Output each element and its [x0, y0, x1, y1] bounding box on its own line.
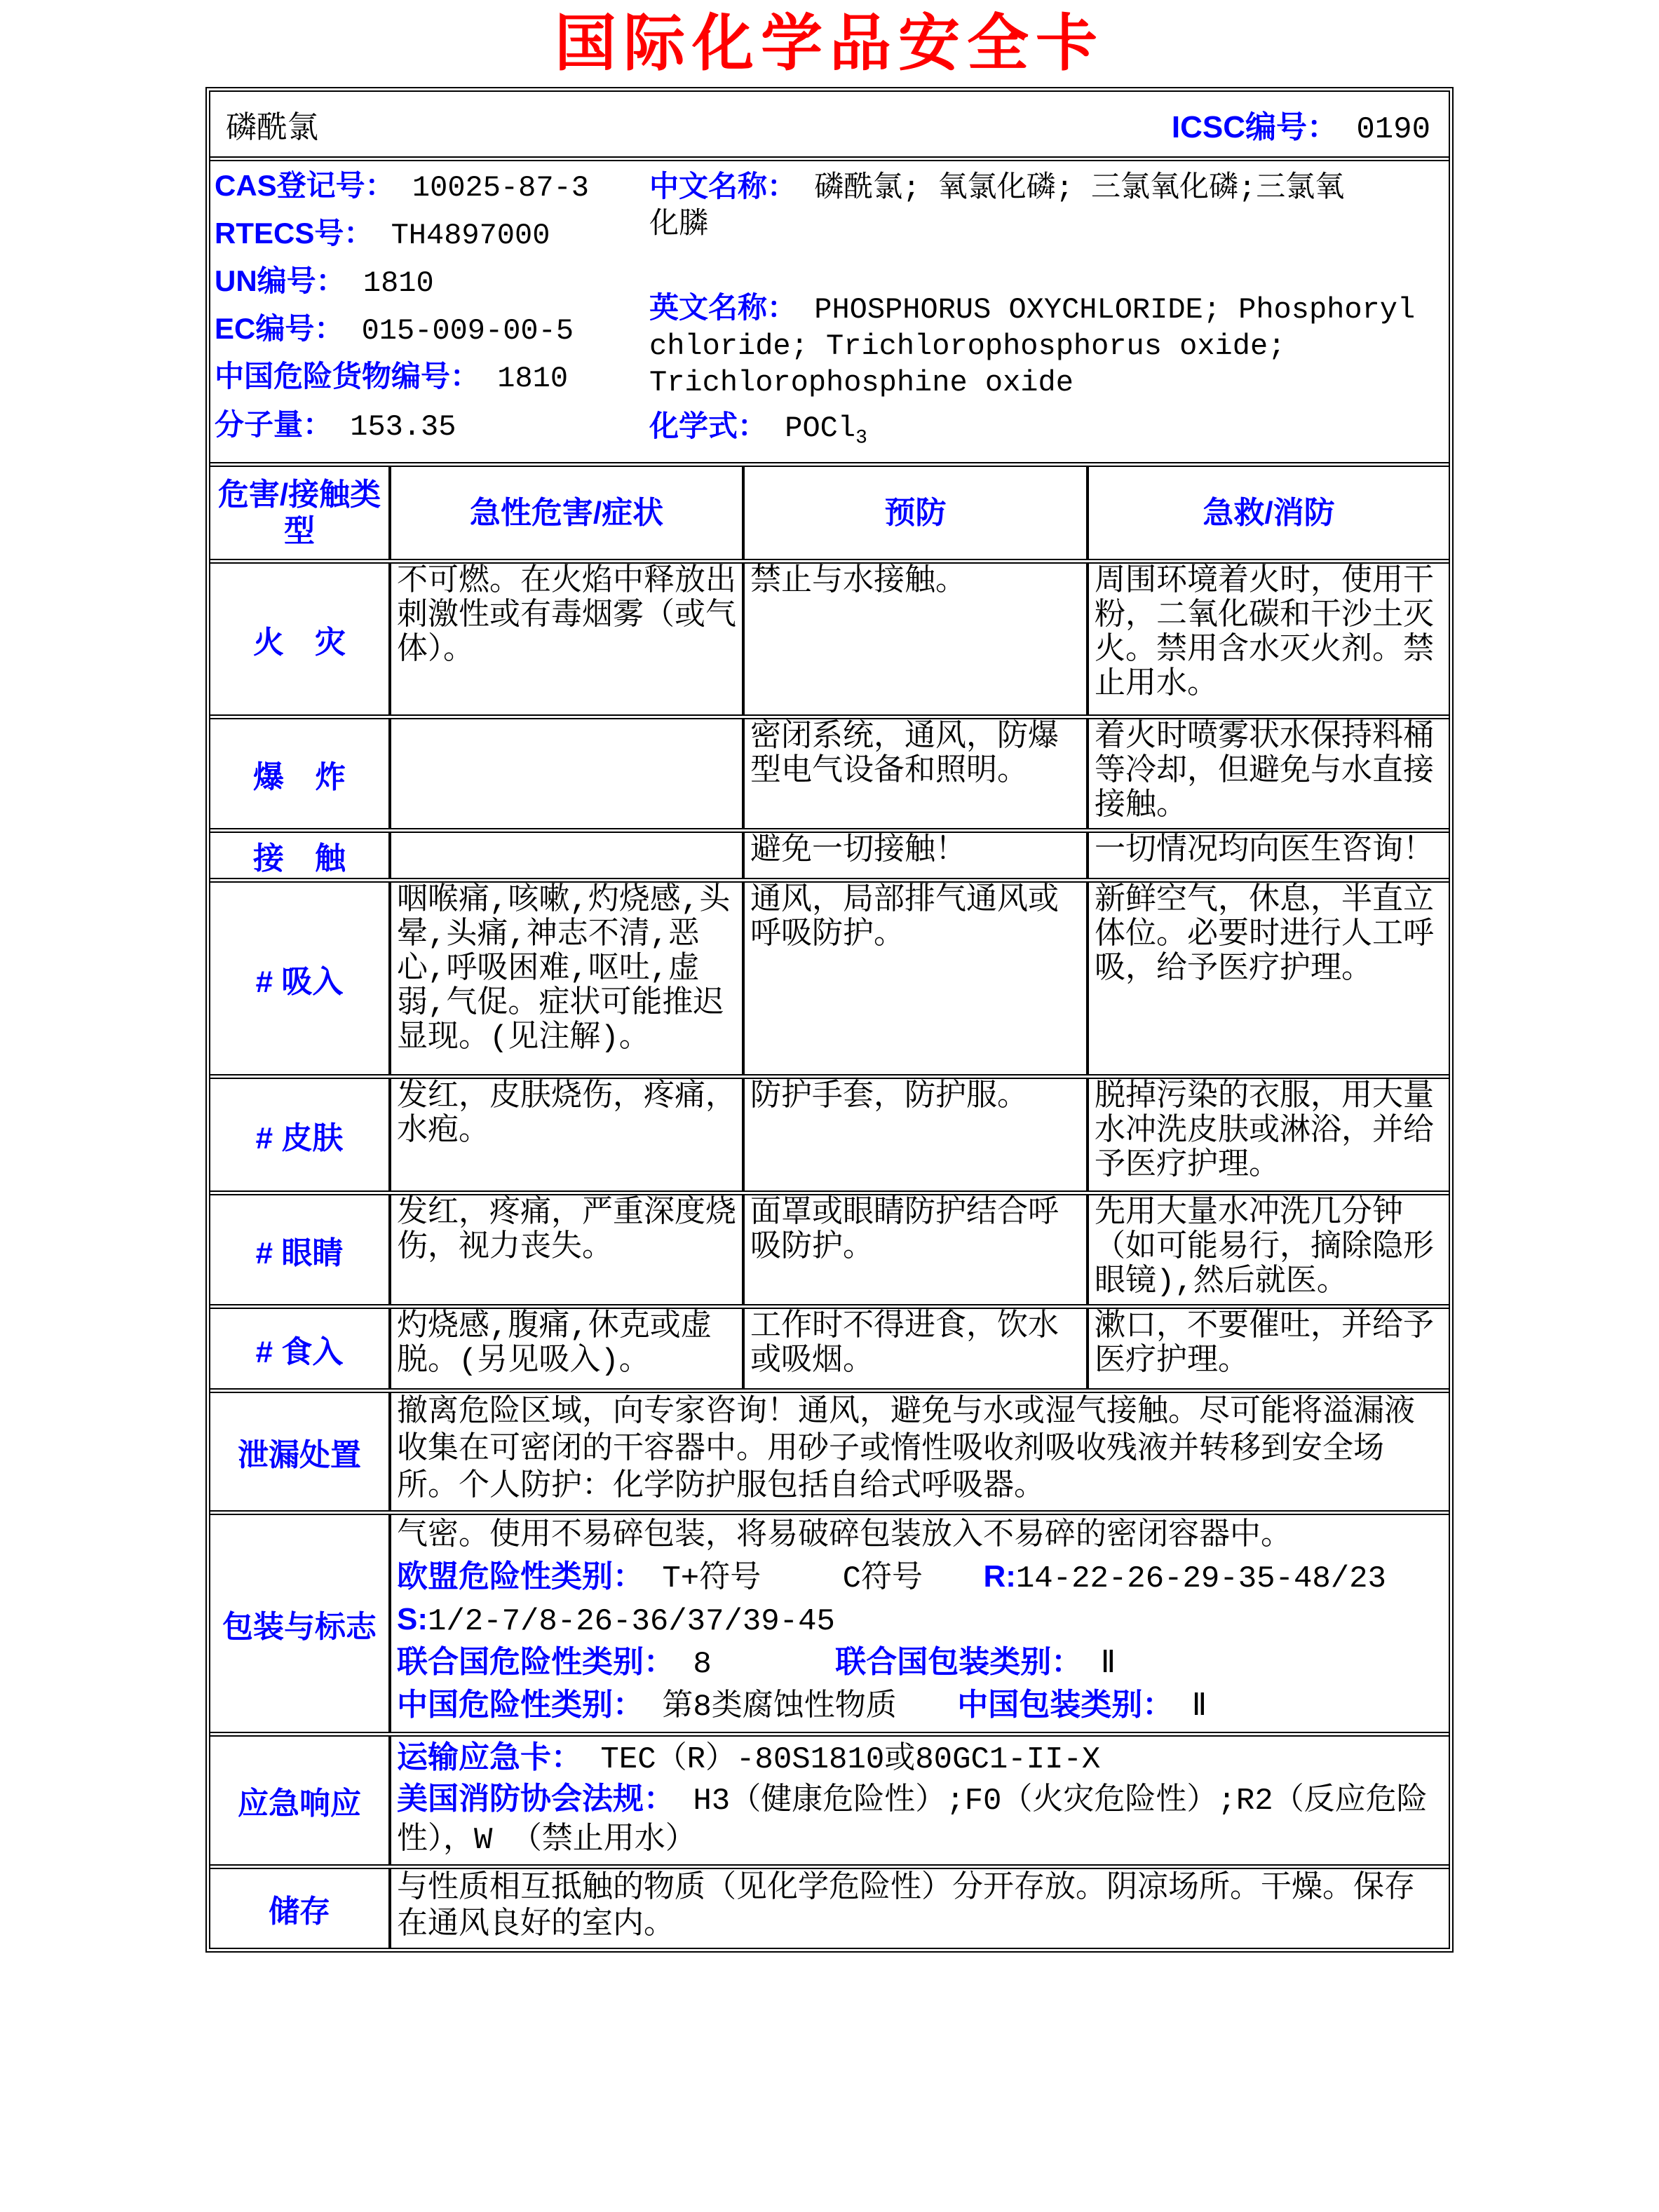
nfpa-label: 美国消防协会法规： — [397, 1782, 675, 1817]
cas-value: 10025-87-3 — [412, 171, 589, 205]
icsc-label: ICSC编号： — [1171, 109, 1338, 144]
hazard-row-explosion — [210, 714, 1449, 828]
contact-prevention-cell: 避免一切接触！ — [742, 833, 1086, 878]
row-label-explosion: 爆 炸 — [253, 759, 346, 794]
ec-line — [215, 311, 649, 348]
inhalation-prevention-cell: 通风，局部排气通风或呼吸防护。 — [742, 883, 1086, 1074]
hazard-row-ingestion — [210, 1304, 1449, 1388]
cn-pack-value: Ⅱ — [1191, 1690, 1207, 1725]
cas-label: CAS登记号： — [215, 169, 395, 202]
substance-header-row — [210, 92, 1449, 156]
storage-row — [210, 1864, 1449, 1948]
ingestion-response-cell: 漱口，不要催吐，并给予医疗护理。 — [1086, 1309, 1449, 1388]
rtecs-value: TH4897000 — [391, 219, 550, 252]
packaging-line-s — [397, 1599, 1444, 1642]
inhalation-symptom-cell: 咽喉痛,咳嗽,灼烧感,头晕,头痛,神志不清,恶心,呼吸困难,呕吐,虚弱,气促。症状可能推迟显现。(见注解)。 — [388, 883, 742, 1074]
china-dg-line — [215, 359, 649, 396]
un-class-label: 联合国危险性类别： — [397, 1645, 675, 1680]
row-label-eyes: # 眼睛 — [255, 1235, 344, 1270]
un-pack-value: Ⅱ — [1100, 1647, 1116, 1683]
formula-subscript: 3 — [855, 427, 867, 449]
molecular-weight-line — [215, 407, 649, 445]
page-title: 国际化学品安全卡 — [554, 11, 1104, 79]
formula-line — [649, 408, 1449, 456]
nfpa-line — [397, 1779, 1444, 1860]
cn-class-value: 第8类腐蚀性物质 — [662, 1690, 897, 1725]
eu-t-symbol: T+符号 — [662, 1561, 761, 1597]
formula-label: 化学式： — [649, 409, 768, 442]
nfpa-value: H3（健康危险性）;F0（火灾危险性）;R2（反应危险性），W （禁止用水） — [397, 1784, 1428, 1859]
icsc-number-field — [1172, 102, 1430, 147]
packaging-labelling-row — [210, 1510, 1449, 1732]
english-name-line — [649, 290, 1442, 401]
emergency-text — [388, 1737, 1449, 1864]
ec-value: 015-009-00-5 — [361, 314, 574, 348]
hazard-row-contact — [210, 828, 1449, 878]
packaging-text — [388, 1515, 1449, 1732]
r-phrases-value: 14-22-26-29-35-48/23 — [1015, 1561, 1386, 1597]
fire-response-cell: 周围环境着火时，使用干粉，二氧化碳和干沙土灭火。禁用含水灭火剂。禁止用水。 — [1086, 564, 1449, 714]
rtecs-label: RTECS号： — [215, 217, 374, 250]
packaging-line-airtight: 气密。使用不易碎包装，将易破碎包装放入不易碎的密闭容器中。 — [397, 1519, 1292, 1554]
un-pack-label: 联合国包装类别： — [835, 1645, 1083, 1680]
header-hazard-type: 危害/接触类型 — [217, 477, 381, 548]
china-dg-label: 中国危险货物编号： — [215, 360, 480, 393]
tec-label: 运输应急卡： — [397, 1740, 582, 1775]
explosion-response-cell: 着火时喷雾状水保持料桶等冷却，但避免与水直接接触。 — [1086, 719, 1449, 828]
explosion-prevention-cell: 密闭系统，通风，防爆型电气设备和照明。 — [742, 719, 1086, 828]
hazard-row-inhalation — [210, 878, 1449, 1074]
molecular-weight-value: 153.35 — [350, 410, 456, 444]
eu-class-label: 欧盟危险性类别： — [397, 1559, 644, 1594]
tec-line — [397, 1738, 1444, 1779]
chinese-name-label: 中文名称： — [649, 170, 797, 203]
skin-symptom-cell: 发红，皮肤烧伤，疼痛，水疱。 — [388, 1079, 742, 1190]
row-label-contact: 接 触 — [253, 841, 346, 876]
row-label-spill: 泄漏处置 — [238, 1437, 361, 1472]
un-class-value: 8 — [693, 1647, 712, 1683]
row-label-ingestion: # 食入 — [255, 1334, 344, 1369]
icsc-number: 0190 — [1356, 111, 1430, 147]
fire-prevention-cell: 禁止与水接触。 — [742, 564, 1086, 714]
header-acute-symptoms: 急性危害/症状 — [388, 467, 742, 559]
substance-name: 磷酰氯 — [226, 111, 318, 147]
hazard-row-fire — [210, 559, 1449, 714]
molecular-weight-label: 分子量： — [215, 408, 333, 441]
chinese-name-value: 磷酰氯; 氧氯化磷; 三氯氧化磷;三氯氧化膦 — [649, 172, 1345, 242]
explosion-symptom-cell — [388, 719, 742, 828]
ec-label: EC编号： — [215, 312, 344, 345]
storage-text: 与性质相互抵触的物质（见化学危险性）分开存放。阴凉场所。干燥。保存在通风良好的室内。 — [388, 1869, 1449, 1948]
r-phrases-label: R: — [983, 1559, 1016, 1594]
contact-symptom-cell — [388, 833, 742, 878]
skin-prevention-cell: 防护手套，防护服。 — [742, 1079, 1086, 1190]
packaging-line-un — [397, 1642, 1444, 1685]
cn-pack-label: 中国包装类别： — [957, 1688, 1174, 1723]
chinese-name-line — [649, 168, 1365, 243]
header-first-aid: 急救/消防 — [1086, 467, 1449, 559]
header-prevention: 预防 — [742, 467, 1086, 559]
packaging-line-cn — [397, 1685, 1444, 1728]
identifiers-column — [215, 168, 649, 456]
eyes-symptom-cell: 发红，疼痛，严重深度烧伤，视力丧失。 — [388, 1195, 742, 1304]
row-label-skin: # 皮肤 — [255, 1120, 344, 1155]
english-name-value: PHOSPHORUS OXYCHLORIDE; Phosphoryl chloride; Trichlorophosphorus oxide; Trichlorophosphine oxide — [649, 293, 1416, 400]
row-label-emergency: 应急响应 — [238, 1786, 361, 1821]
hazard-row-eyes — [210, 1190, 1449, 1304]
skin-response-cell: 脱掉污染的衣服，用大量水冲洗皮肤或淋浴，并给予医疗护理。 — [1086, 1079, 1449, 1190]
eyes-response-cell: 先用大量水冲洗几分钟（如可能易行，摘除隐形眼镜),然后就医。 — [1086, 1195, 1449, 1304]
english-name-label: 英文名称： — [649, 291, 797, 324]
packaging-line-eu — [397, 1556, 1444, 1599]
ingestion-prevention-cell: 工作时不得进食，饮水或吸烟。 — [742, 1309, 1086, 1388]
hazard-table-header — [210, 462, 1449, 559]
rtecs-line — [215, 216, 649, 253]
names-column — [649, 168, 1449, 456]
tec-value: TEC（R）-80S1810或80GC1-II-X — [600, 1742, 1101, 1778]
identification-section — [210, 156, 1449, 462]
hazard-row-skin — [210, 1074, 1449, 1190]
formula-value: POCl — [785, 412, 856, 445]
un-label: UN编号： — [215, 264, 346, 297]
fire-symptom-cell: 不可燃。在火焰中释放出刺激性或有毒烟雾（或气体）。 — [388, 564, 742, 714]
ingestion-symptom-cell: 灼烧感,腹痛,休克或虚脱。(另见吸入)。 — [388, 1309, 742, 1388]
row-label-inhalation: # 吸入 — [255, 964, 344, 999]
spill-text: 撤离危险区域，向专家咨询！通风，避免与水或湿气接触。尽可能将溢漏液收集在可密闭的干容器中。用砂子或惰性吸收剂吸收残液并转移到安全场所。个人防护：化学防护服包括自给式呼吸器。 — [388, 1393, 1449, 1510]
un-line — [215, 264, 649, 301]
inhalation-response-cell: 新鲜空气，休息，半直立体位。必要时进行人工呼吸，给予医疗护理。 — [1086, 883, 1449, 1074]
s-phrases-label: S: — [397, 1602, 428, 1637]
contact-response-cell: 一切情况均向医生咨询！ — [1086, 833, 1449, 878]
row-label-fire: 火 灾 — [253, 625, 346, 660]
un-value: 1810 — [363, 266, 434, 300]
eu-c-symbol: C符号 — [842, 1561, 923, 1597]
safety-card — [205, 87, 1454, 1953]
cn-class-label: 中国危险性类别： — [397, 1688, 644, 1723]
china-dg-value: 1810 — [497, 362, 569, 395]
eyes-prevention-cell: 面罩或眼睛防护结合呼吸防护。 — [742, 1195, 1086, 1304]
emergency-response-row — [210, 1732, 1449, 1864]
row-label-packaging: 包装与标志 — [222, 1609, 377, 1644]
row-label-storage: 储存 — [269, 1894, 330, 1929]
spill-disposal-row — [210, 1388, 1449, 1510]
s-phrases-value: 1/2-7/8-26-36/37/39-45 — [428, 1604, 835, 1640]
cas-line — [215, 168, 649, 205]
